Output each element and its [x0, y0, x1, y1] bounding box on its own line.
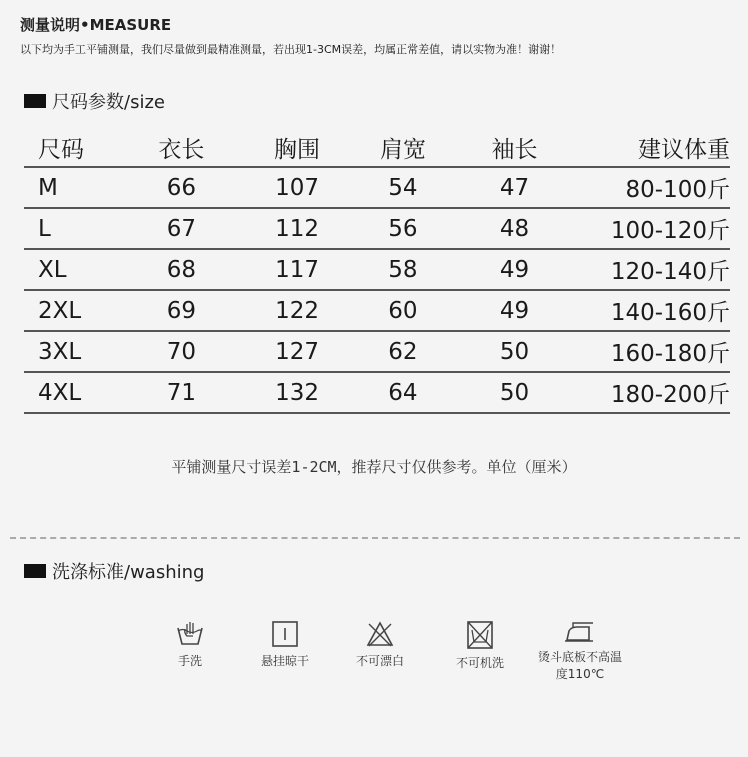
cell-weight: 160-180斤: [573, 331, 730, 372]
heading-square-icon: [24, 94, 46, 108]
wash-item-no-bleach: [340, 620, 420, 669]
cell-weight: 80-100斤: [573, 167, 730, 208]
cell-sleeve: 48: [456, 208, 573, 249]
wash-section-heading: [24, 558, 204, 584]
cell-sleeve: 50: [456, 372, 573, 413]
no-machine-wash-icon: [465, 620, 495, 650]
wash-item-hand-wash: [150, 620, 230, 669]
cell-sleeve: 50: [456, 331, 573, 372]
cell-weight: 120-140斤: [573, 249, 730, 290]
cell-weight: 180-200斤: [573, 372, 730, 413]
wash-item-label: 不可漂白: [355, 654, 404, 668]
cell-size: 2XL: [24, 290, 119, 331]
cell-shoulder: 62: [350, 331, 456, 372]
wash-item-label: 悬挂晾干: [260, 654, 309, 668]
cell-chest: 117: [244, 249, 350, 290]
table-row: [24, 290, 730, 331]
table-row: [24, 167, 730, 208]
cell-sleeve: 47: [456, 167, 573, 208]
wash-item-label: 烫斗底板不高温度110℃: [537, 650, 622, 681]
cell-size: 3XL: [24, 331, 119, 372]
wash-item-no-machine-wash: [440, 620, 520, 671]
table-row: [24, 372, 730, 413]
header-chest: 胸围: [244, 128, 350, 167]
no-bleach-icon: [365, 620, 395, 648]
cell-size: XL: [24, 249, 119, 290]
size-table: [24, 128, 730, 414]
hand-wash-icon: [175, 620, 205, 648]
cell-size: L: [24, 208, 119, 249]
header-length: 衣长: [119, 128, 244, 167]
wash-item-label: 手洗: [177, 654, 202, 668]
cell-shoulder: 58: [350, 249, 456, 290]
size-section-heading: [24, 88, 165, 114]
cell-length: 70: [119, 331, 244, 372]
cell-weight: 140-160斤: [573, 290, 730, 331]
cell-sleeve: 49: [456, 249, 573, 290]
table-row: [24, 208, 730, 249]
cell-chest: 132: [244, 372, 350, 413]
cell-size: 4XL: [24, 372, 119, 413]
wash-item-hang-dry: [245, 620, 325, 669]
cell-chest: 122: [244, 290, 350, 331]
cell-shoulder: 60: [350, 290, 456, 331]
size-section-title: 尺码参数/size: [52, 92, 165, 113]
cell-shoulder: 64: [350, 372, 456, 413]
wash-section-title: 洗涤标准/washing: [52, 562, 205, 583]
section-divider: [10, 537, 740, 539]
cell-shoulder: 54: [350, 167, 456, 208]
hang-dry-icon: [270, 620, 300, 648]
measure-note: 以下均为手工平铺测量，我们尽量做到最精准测量，若出现1-3CM误差，均属正常差值，请以实物为准！谢谢！: [20, 43, 562, 56]
cell-weight: 100-120斤: [573, 208, 730, 249]
wash-item-label: 不可机洗: [455, 656, 504, 670]
cell-length: 69: [119, 290, 244, 331]
measure-title: 测量说明•MEASURE: [20, 16, 172, 34]
cell-length: 67: [119, 208, 244, 249]
cell-chest: 127: [244, 331, 350, 372]
cell-sleeve: 49: [456, 290, 573, 331]
header-weight: 建议体重: [573, 128, 730, 167]
cell-chest: 112: [244, 208, 350, 249]
wash-care-list: [150, 620, 630, 710]
table-row: [24, 249, 730, 290]
table-header-row: [24, 128, 730, 167]
cell-length: 66: [119, 167, 244, 208]
measurement-footnote: 平铺测量尺寸误差1-2CM，推荐尺寸仅供参考。单位（厘米）: [171, 458, 577, 476]
cell-length: 71: [119, 372, 244, 413]
table-row: [24, 331, 730, 372]
cell-chest: 107: [244, 167, 350, 208]
header-shoulder: 肩宽: [350, 128, 456, 167]
cell-size: M: [24, 167, 119, 208]
iron-icon: [563, 620, 597, 644]
wash-item-iron: [535, 620, 625, 682]
header-size: 尺码: [24, 128, 119, 167]
cell-length: 68: [119, 249, 244, 290]
header-sleeve: 袖长: [456, 128, 573, 167]
cell-shoulder: 56: [350, 208, 456, 249]
heading-square-icon: [24, 564, 46, 578]
